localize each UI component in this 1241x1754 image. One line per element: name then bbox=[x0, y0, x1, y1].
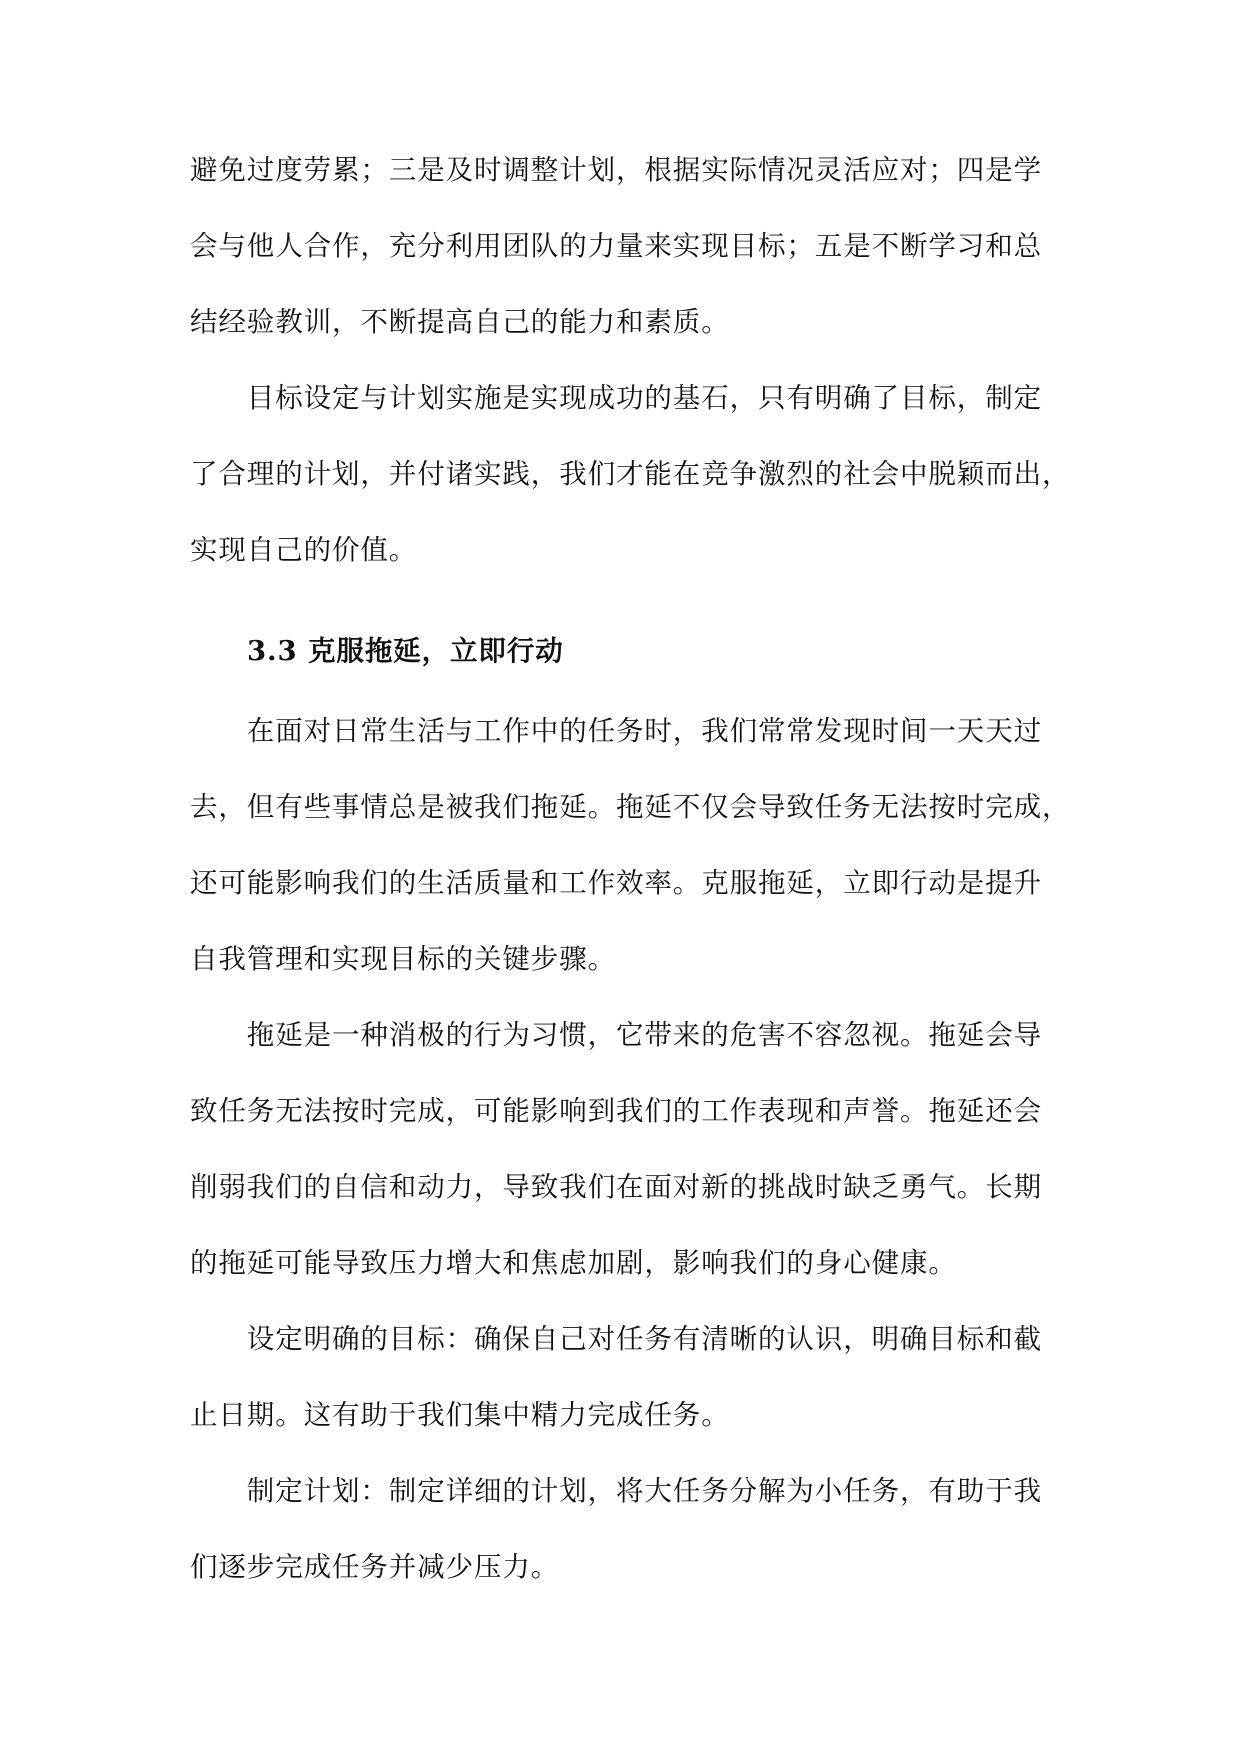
text-line: 设定明确的目标：确保自己对任务有清晰的认识，明确目标和截 bbox=[190, 1323, 1042, 1355]
text-line: 削弱我们的自信和动力，导致我们在面对新的挑战时缺乏勇气。长期 bbox=[190, 1171, 1042, 1203]
text-line: 止日期。这有助于我们集中精力完成任务。 bbox=[190, 1399, 730, 1431]
text-line: 去，但有些事情总是被我们拖延。拖延不仅会导致任务无法按时完成， bbox=[190, 791, 1071, 823]
section-heading: 3.3 克服拖延，立即行动 bbox=[247, 635, 564, 667]
text-line: 致任务无法按时完成，可能影响到我们的工作表现和声誉。拖延还会 bbox=[190, 1095, 1042, 1127]
text-line: 自我管理和实现目标的关键步骤。 bbox=[190, 943, 616, 975]
text-line: 了合理的计划，并付诸实践，我们才能在竞争激烈的社会中脱颖而出， bbox=[190, 458, 1071, 490]
text-line: 避免过度劳累；三是及时调整计划，根据实际情况灵活应对；四是学 bbox=[190, 154, 1042, 186]
text-line: 们逐步完成任务并减少压力。 bbox=[190, 1551, 560, 1583]
text-line: 拖延是一种消极的行为习惯，它带来的危害不容忽视。拖延会导 bbox=[190, 1019, 1042, 1051]
text-line: 的拖延可能导致压力增大和焦虑加剧，影响我们的身心健康。 bbox=[190, 1247, 957, 1279]
text-line: 还可能影响我们的生活质量和工作效率。克服拖延，立即行动是提升 bbox=[190, 867, 1042, 899]
text-line: 目标设定与计划实施是实现成功的基石，只有明确了目标，制定 bbox=[190, 382, 1042, 414]
text-line: 制定计划：制定详细的计划，将大任务分解为小任务，有助于我 bbox=[190, 1475, 1042, 1507]
text-line: 在面对日常生活与工作中的任务时，我们常常发现时间一天天过 bbox=[190, 715, 1042, 747]
document-page bbox=[190, 0, 1071, 1754]
text-line: 结经验教训，不断提高自己的能力和素质。 bbox=[190, 306, 730, 338]
text-line: 会与他人合作，充分利用团队的力量来实现目标；五是不断学习和总 bbox=[190, 230, 1042, 262]
text-line: 实现自己的价值。 bbox=[190, 534, 418, 566]
